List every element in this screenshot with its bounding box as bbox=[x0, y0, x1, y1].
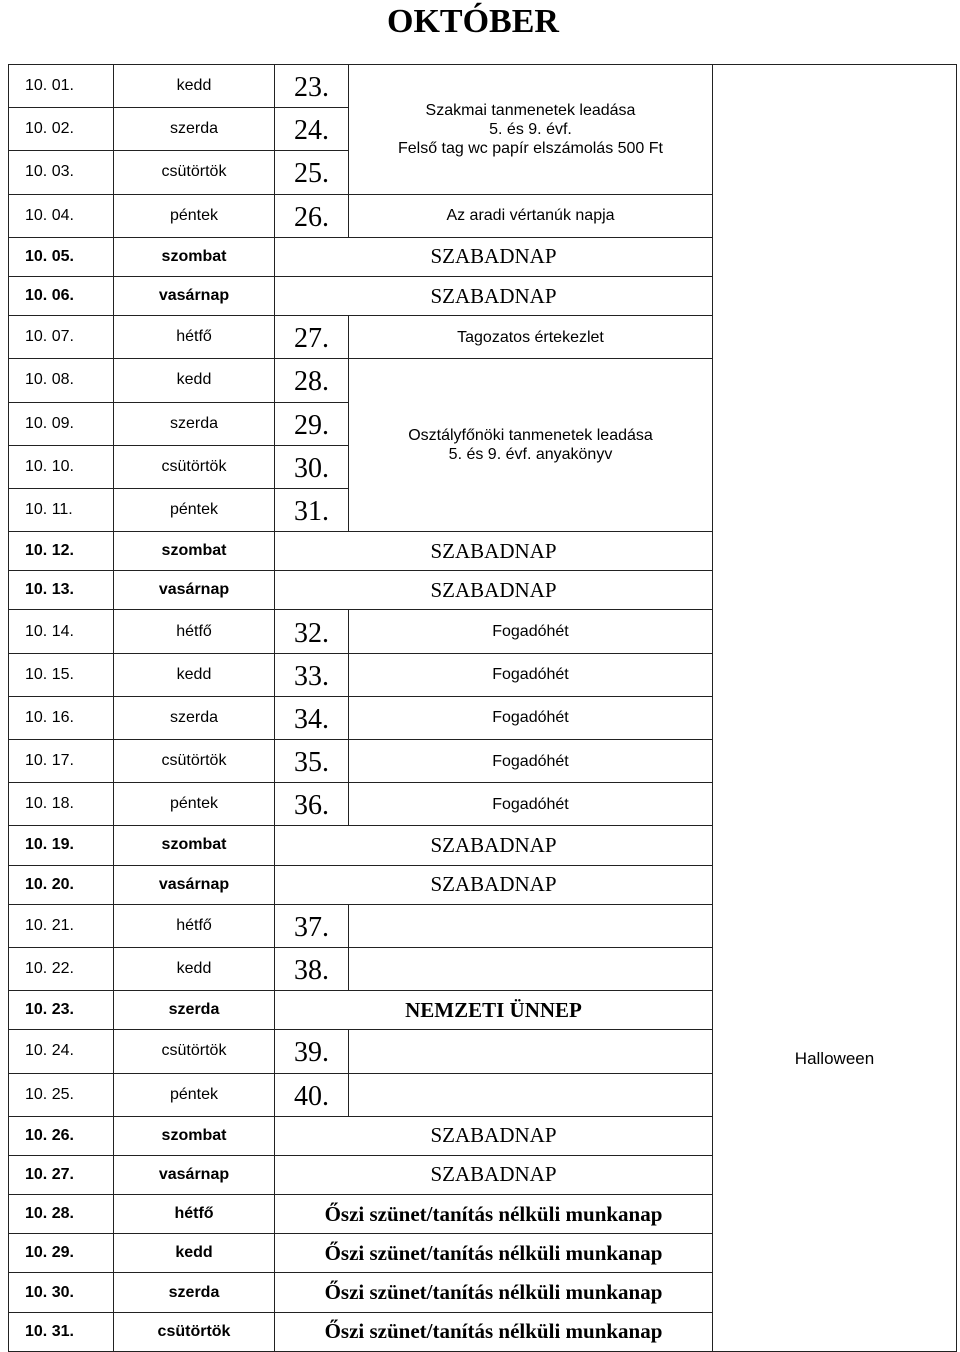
school-day-number: 34. bbox=[275, 696, 349, 739]
school-day-number: 32. bbox=[275, 610, 349, 653]
date-cell: 10. 31. bbox=[9, 1312, 114, 1351]
date-cell: 10. 30. bbox=[9, 1273, 114, 1312]
date-cell: 10. 20. bbox=[9, 865, 114, 904]
weekday-cell: csütörtök bbox=[114, 1312, 275, 1351]
date-cell: 10. 17. bbox=[9, 740, 114, 783]
date-cell: 10. 29. bbox=[9, 1234, 114, 1273]
school-day-number: 38. bbox=[275, 947, 349, 990]
date-cell: 10. 03. bbox=[9, 151, 114, 194]
date-cell: 10. 13. bbox=[9, 571, 114, 610]
weekday-cell: kedd bbox=[114, 947, 275, 990]
event-cell: Őszi szünet/tanítás nélküli munkanap bbox=[275, 1312, 713, 1351]
weekday-cell: péntek bbox=[114, 1073, 275, 1116]
weekday-cell: csütörtök bbox=[114, 151, 275, 194]
event-cell: SZABADNAP bbox=[275, 865, 713, 904]
weekday-cell: hétfő bbox=[114, 1195, 275, 1234]
weekday-cell: csütörtök bbox=[114, 1030, 275, 1073]
date-cell: 10. 28. bbox=[9, 1195, 114, 1234]
event-cell: NEMZETI ÜNNEP bbox=[275, 991, 713, 1030]
school-day-number: 30. bbox=[275, 445, 349, 488]
calendar-table bbox=[8, 64, 957, 1352]
weekday-cell: szerda bbox=[114, 991, 275, 1030]
weekday-cell: szerda bbox=[114, 402, 275, 445]
school-day-number: 26. bbox=[275, 194, 349, 237]
event-cell: Fogadóhét bbox=[349, 610, 713, 653]
weekday-cell: kedd bbox=[114, 359, 275, 402]
school-day-number: 31. bbox=[275, 488, 349, 531]
date-cell: 10. 19. bbox=[9, 826, 114, 865]
weekday-cell: szombat bbox=[114, 532, 275, 571]
date-cell: 10. 08. bbox=[9, 359, 114, 402]
weekday-cell: vasárnap bbox=[114, 276, 275, 315]
date-cell: 10. 22. bbox=[9, 947, 114, 990]
weekday-cell: szerda bbox=[114, 108, 275, 151]
weekday-cell: hétfő bbox=[114, 904, 275, 947]
event-cell: Fogadóhét bbox=[349, 653, 713, 696]
weekday-cell: vasárnap bbox=[114, 571, 275, 610]
school-day-number: 39. bbox=[275, 1030, 349, 1073]
weekday-cell: kedd bbox=[114, 653, 275, 696]
school-day-number: 40. bbox=[275, 1073, 349, 1116]
date-cell: 10. 05. bbox=[9, 237, 114, 276]
school-day-number: 33. bbox=[275, 653, 349, 696]
date-cell: 10. 21. bbox=[9, 904, 114, 947]
school-day-number: 36. bbox=[275, 783, 349, 826]
event-cell: Fogadóhét bbox=[349, 783, 713, 826]
event-cell: Az aradi vértanúk napja bbox=[349, 194, 713, 237]
date-cell: 10. 10. bbox=[9, 445, 114, 488]
date-cell: 10. 07. bbox=[9, 316, 114, 359]
event-cell bbox=[349, 1073, 713, 1116]
weekday-cell: szombat bbox=[114, 826, 275, 865]
date-cell: 10. 12. bbox=[9, 532, 114, 571]
date-cell: 10. 24. bbox=[9, 1030, 114, 1073]
weekday-cell: csütörtök bbox=[114, 740, 275, 783]
event-cell: Szakmai tanmenetek leadása 5. és 9. évf. Felső tag wc papír elszámolás 500 Ft bbox=[349, 65, 713, 195]
event-cell bbox=[349, 1030, 713, 1073]
event-cell bbox=[349, 947, 713, 990]
date-cell: 10. 26. bbox=[9, 1116, 114, 1155]
event-cell: SZABADNAP bbox=[275, 237, 713, 276]
school-day-number: 29. bbox=[275, 402, 349, 445]
event-cell: SZABADNAP bbox=[275, 1155, 713, 1194]
weekday-cell: vasárnap bbox=[114, 865, 275, 904]
date-cell: 10. 27. bbox=[9, 1155, 114, 1194]
page-title: OKTÓBER bbox=[387, 3, 559, 40]
weekday-cell: szerda bbox=[114, 1273, 275, 1312]
weekday-cell: péntek bbox=[114, 488, 275, 531]
weekday-cell: péntek bbox=[114, 194, 275, 237]
date-cell: 10. 01. bbox=[9, 65, 114, 108]
notes-column bbox=[713, 65, 957, 1352]
date-cell: 10. 14. bbox=[9, 610, 114, 653]
school-day-number: 23. bbox=[275, 65, 349, 108]
event-cell: Őszi szünet/tanítás nélküli munkanap bbox=[275, 1234, 713, 1273]
calendar-body bbox=[9, 65, 957, 1352]
event-cell: Tagozatos értekezlet bbox=[349, 316, 713, 359]
school-day-number: 25. bbox=[275, 151, 349, 194]
event-cell: Osztályfőnöki tanmenetek leadása 5. és 9. évf. anyakönyv bbox=[349, 359, 713, 532]
school-day-number: 35. bbox=[275, 740, 349, 783]
weekday-cell: péntek bbox=[114, 783, 275, 826]
date-cell: 10. 25. bbox=[9, 1073, 114, 1116]
date-cell: 10. 23. bbox=[9, 991, 114, 1030]
weekday-cell: szerda bbox=[114, 696, 275, 739]
event-cell: SZABADNAP bbox=[275, 826, 713, 865]
event-cell: SZABADNAP bbox=[275, 571, 713, 610]
event-cell: Őszi szünet/tanítás nélküli munkanap bbox=[275, 1195, 713, 1234]
date-cell: 10. 15. bbox=[9, 653, 114, 696]
date-cell: 10. 11. bbox=[9, 488, 114, 531]
event-cell: SZABADNAP bbox=[275, 1116, 713, 1155]
date-cell: 10. 06. bbox=[9, 276, 114, 315]
date-cell: 10. 02. bbox=[9, 108, 114, 151]
weekday-cell: vasárnap bbox=[114, 1155, 275, 1194]
event-cell: SZABADNAP bbox=[275, 276, 713, 315]
weekday-cell: szombat bbox=[114, 1116, 275, 1155]
school-day-number: 24. bbox=[275, 108, 349, 151]
date-cell: 10. 18. bbox=[9, 783, 114, 826]
date-cell: 10. 16. bbox=[9, 696, 114, 739]
event-cell: SZABADNAP bbox=[275, 532, 713, 571]
calendar-row bbox=[9, 65, 957, 108]
school-day-number: 27. bbox=[275, 316, 349, 359]
school-day-number: 28. bbox=[275, 359, 349, 402]
event-cell: Fogadóhét bbox=[349, 696, 713, 739]
event-cell: Fogadóhét bbox=[349, 740, 713, 783]
date-cell: 10. 09. bbox=[9, 402, 114, 445]
weekday-cell: hétfő bbox=[114, 610, 275, 653]
weekday-cell: kedd bbox=[114, 1234, 275, 1273]
weekday-cell: kedd bbox=[114, 65, 275, 108]
event-cell: Őszi szünet/tanítás nélküli munkanap bbox=[275, 1273, 713, 1312]
halloween-note: Halloween bbox=[794, 1049, 875, 1068]
weekday-cell: csütörtök bbox=[114, 445, 275, 488]
event-cell bbox=[349, 904, 713, 947]
date-cell: 10. 04. bbox=[9, 194, 114, 237]
weekday-cell: hétfő bbox=[114, 316, 275, 359]
weekday-cell: szombat bbox=[114, 237, 275, 276]
school-day-number: 37. bbox=[275, 904, 349, 947]
